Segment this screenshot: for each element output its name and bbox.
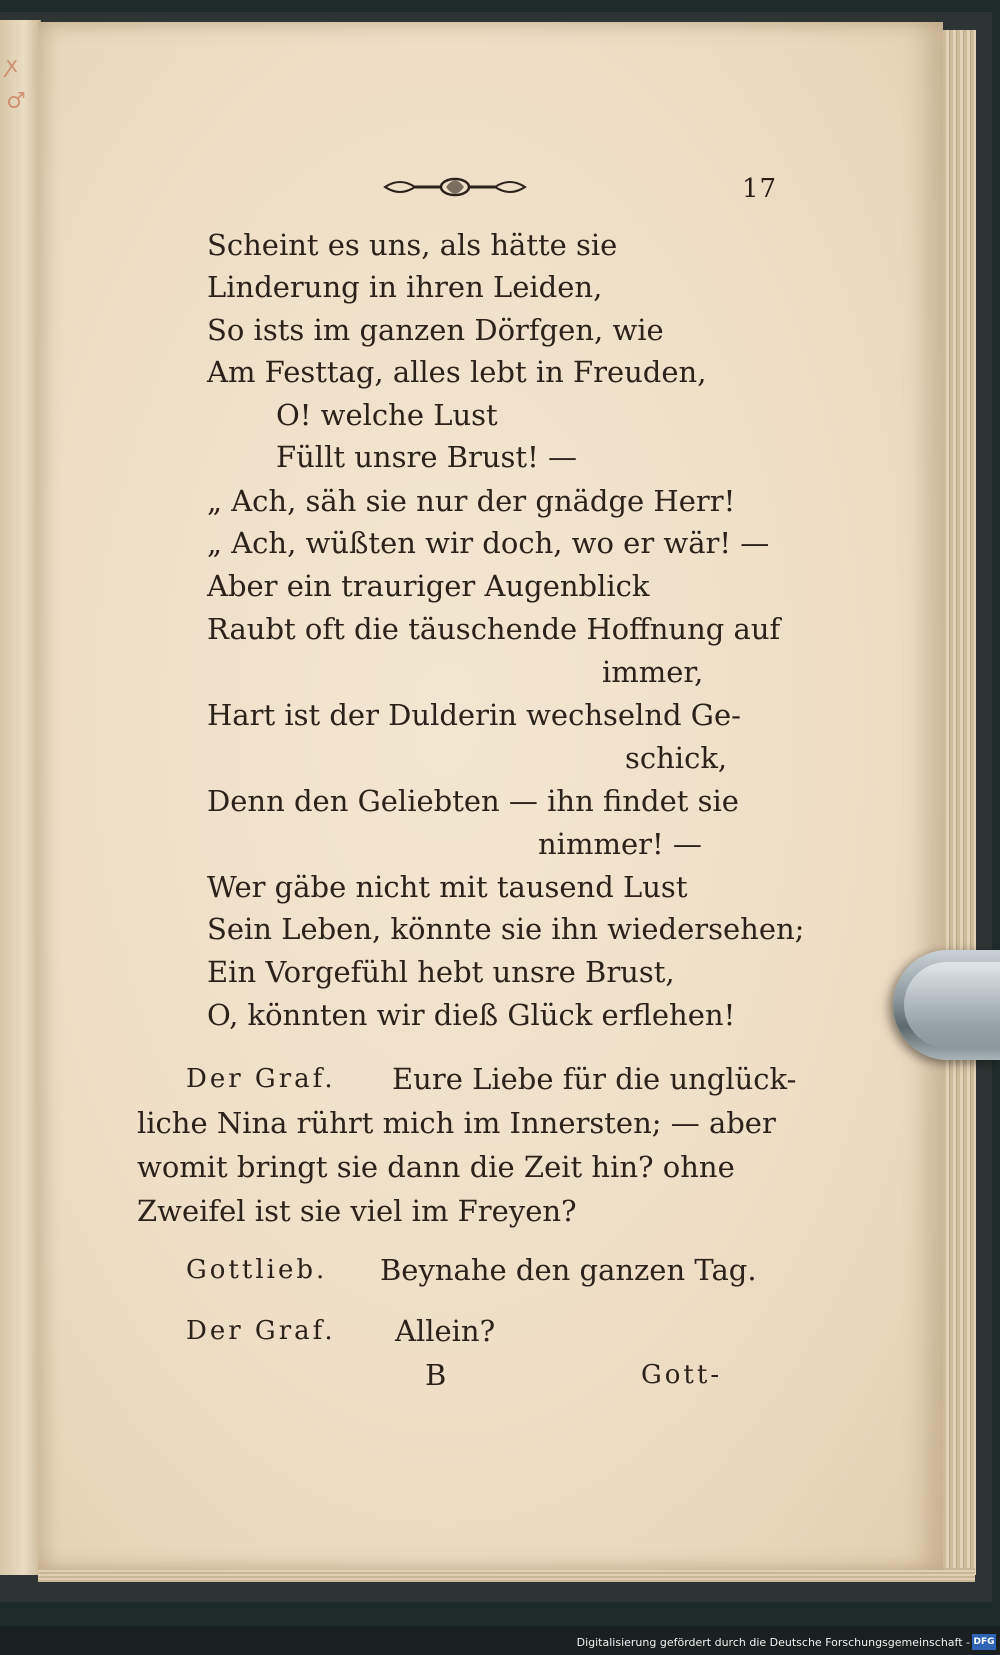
page-number: 17	[742, 174, 778, 204]
verse-line: Scheint es uns, als hätte sie	[207, 228, 618, 262]
verse-line: Wer gäbe nicht mit tausend Lust	[207, 870, 688, 904]
verse-line: Aber ein trauriger Augenblick	[207, 569, 650, 603]
verse-line: „ Ach, wüßten wir doch, wo er wär! —	[207, 526, 770, 560]
library-stamp-mark: ꭗ ♂	[6, 53, 26, 114]
verse-line: O! welche Lust	[276, 398, 498, 432]
speaker-name: Der Graf.	[186, 1064, 336, 1094]
dialogue-line: Beynahe den ganzen Tag.	[380, 1253, 757, 1287]
dialogue-line: Eure Liebe für die unglück-	[392, 1062, 797, 1096]
catchword: Gott-	[641, 1360, 723, 1390]
page-clip-highlight	[904, 962, 1000, 1048]
verse-line-continuation: immer,	[602, 655, 704, 689]
verse-line: Am Festtag, alles lebt in Freuden,	[207, 355, 707, 389]
dialogue-line: Allein?	[395, 1314, 496, 1348]
dfg-logo: DFG	[972, 1634, 996, 1650]
verse-line-continuation: nimmer! —	[538, 827, 702, 861]
signature-mark: B	[425, 1358, 447, 1392]
dialogue-line: liche Nina rührt mich im Innersten; — aber	[137, 1106, 776, 1140]
verse-line-continuation: schick,	[625, 741, 728, 775]
verse-line: Linderung in ihren Leiden,	[207, 270, 603, 304]
digitization-credit: Digitalisierung gefördert durch die Deutsche Forschungsgemeinschaft -	[576, 1636, 970, 1649]
fleuron-ornament-icon	[380, 172, 530, 202]
verse-line: Füllt unsre Brust! —	[276, 440, 577, 474]
verse-line: Raubt oft die täuschende Hoffnung auf	[207, 612, 781, 646]
verse-line: So ists im ganzen Dörfgen, wie	[207, 313, 664, 347]
speaker-name: Der Graf.	[186, 1316, 336, 1346]
verse-line: „ Ach, säh sie nur der gnädge Herr!	[207, 484, 736, 518]
left-page-edge	[0, 20, 41, 1575]
speaker-name: Gottlieb.	[186, 1255, 328, 1285]
verse-line: Hart ist der Dulderin wechselnd Ge-	[207, 698, 741, 732]
verse-line: Ein Vorgefühl hebt unsre Brust,	[207, 955, 675, 989]
dialogue-line: Zweifel ist sie viel im Freyen?	[137, 1194, 577, 1228]
verse-line: Sein Leben, könnte sie ihn wiedersehen;	[207, 912, 805, 946]
bottom-page-stack	[38, 1568, 975, 1582]
dialogue-line: womit bringt sie dann die Zeit hin? ohne	[137, 1150, 735, 1184]
verse-line: O, könnten wir dieß Glück erflehen!	[207, 998, 736, 1032]
verse-line: Denn den Geliebten — ihn findet sie	[207, 784, 739, 818]
